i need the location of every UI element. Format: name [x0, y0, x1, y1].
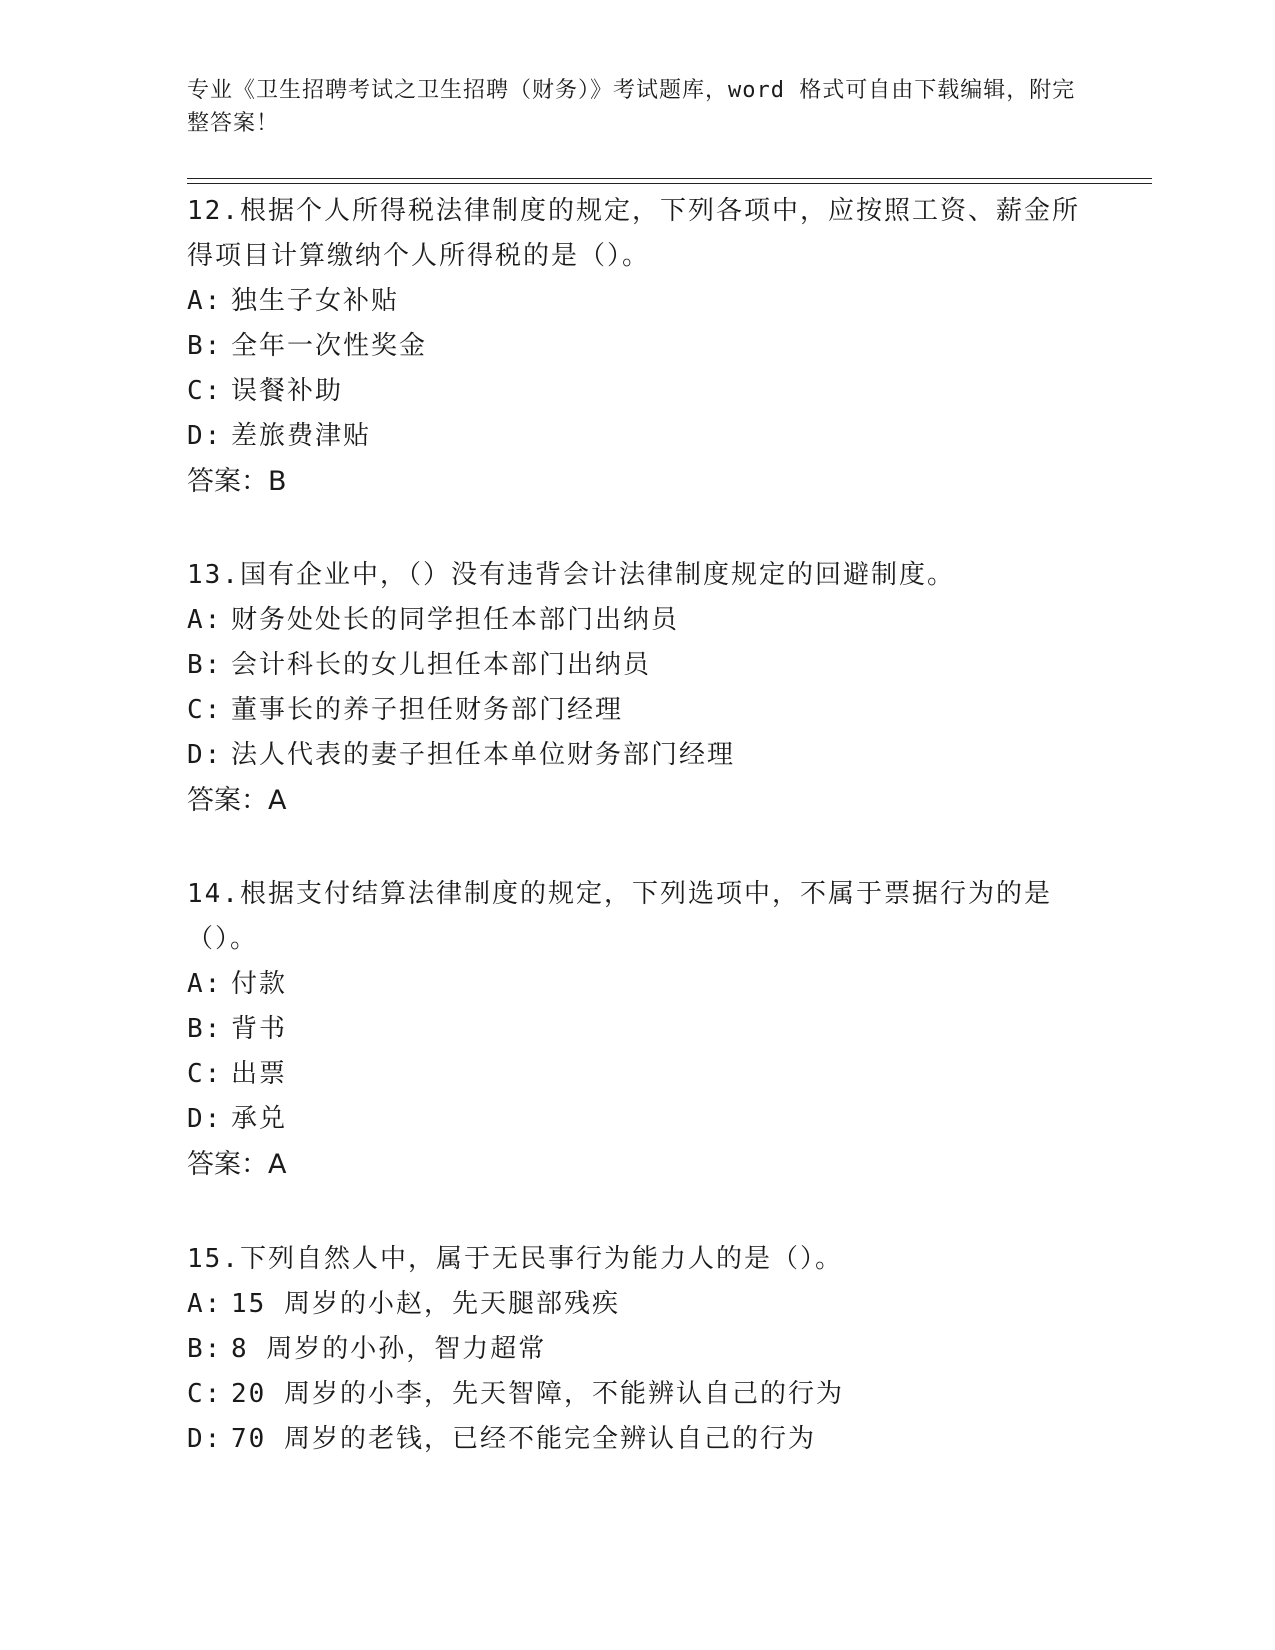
option-text: 会计科长的女儿担任本部门出纳员 [231, 650, 652, 680]
option-b [187, 643, 1087, 688]
question-14 [187, 872, 1087, 1187]
answer-line: 答案：B [187, 466, 287, 497]
question-stem: 13.国有企业中，（）没有违背会计法律制度规定的回避制度。 [187, 560, 955, 590]
option-text: 董事长的养子担任财务部门经理 [231, 695, 624, 725]
option-text: 出票 [231, 1059, 288, 1089]
document-header: 专业《卫生招聘考试之卫生招聘（财务）》考试题库，word 格式可自由下载编辑，附完整答案！ [187, 78, 1076, 136]
option-a [187, 598, 1087, 643]
option-c [187, 688, 1087, 733]
option-text: 财务处处长的同学担任本部门出纳员 [231, 605, 680, 635]
header-divider-top [187, 178, 1152, 179]
option-letter: D: [187, 1424, 223, 1454]
question-stem: 15.下列自然人中，属于无民事行为能力人的是（）。 [187, 1244, 843, 1274]
question-stem: 14.根据支付结算法律制度的规定，下列选项中，不属于票据行为的是（）。 [187, 879, 1052, 954]
header-divider-bottom [187, 183, 1152, 184]
option-letter: C: [187, 695, 223, 725]
option-d [187, 733, 1087, 778]
option-text: 独生子女补贴 [231, 286, 400, 316]
option-letter: C: [187, 1379, 223, 1409]
option-text: 误餐补助 [231, 376, 344, 406]
option-letter: D: [187, 740, 223, 770]
option-a [187, 279, 1087, 324]
option-d [187, 1097, 1087, 1142]
option-b [187, 1007, 1087, 1052]
question-15 [187, 1237, 1087, 1462]
question-13 [187, 553, 1087, 823]
option-letter: A: [187, 605, 223, 635]
question-12 [187, 189, 1087, 504]
option-letter: D: [187, 421, 223, 451]
option-text: 20 周岁的小李，先天智障，不能辨认自己的行为 [231, 1379, 844, 1409]
option-b [187, 1327, 1087, 1372]
option-text: 付款 [231, 969, 288, 999]
option-text: 差旅费津贴 [231, 421, 372, 451]
option-letter: D: [187, 1104, 223, 1134]
option-letter: A: [187, 286, 223, 316]
answer-line: 答案：A [187, 1149, 287, 1180]
question-stem: 12.根据个人所得税法律制度的规定，下列各项中，应按照工资、薪金所得项目计算缴纳个人所得税的是（）。 [187, 196, 1080, 271]
answer-line: 答案：A [187, 785, 287, 816]
option-text: 承兑 [231, 1104, 288, 1134]
option-letter: B: [187, 650, 223, 680]
option-letter: B: [187, 1014, 223, 1044]
option-b [187, 324, 1087, 369]
option-text: 70 周岁的老钱，已经不能完全辨认自己的行为 [231, 1424, 816, 1454]
option-a [187, 1282, 1087, 1327]
option-c [187, 369, 1087, 414]
option-d [187, 414, 1087, 459]
option-text: 8 周岁的小孙，智力超常 [231, 1334, 547, 1364]
option-letter: C: [187, 376, 223, 406]
option-letter: B: [187, 331, 223, 361]
option-c [187, 1372, 1087, 1417]
option-letter: A: [187, 1289, 223, 1319]
option-c [187, 1052, 1087, 1097]
option-a [187, 962, 1087, 1007]
option-text: 15 周岁的小赵，先天腿部残疾 [231, 1289, 620, 1319]
option-text: 全年一次性奖金 [231, 331, 428, 361]
option-text: 法人代表的妻子担任本单位财务部门经理 [231, 740, 736, 770]
option-letter: C: [187, 1059, 223, 1089]
option-d [187, 1417, 1087, 1462]
option-text: 背书 [231, 1014, 288, 1044]
option-letter: B: [187, 1334, 223, 1364]
option-letter: A: [187, 969, 223, 999]
